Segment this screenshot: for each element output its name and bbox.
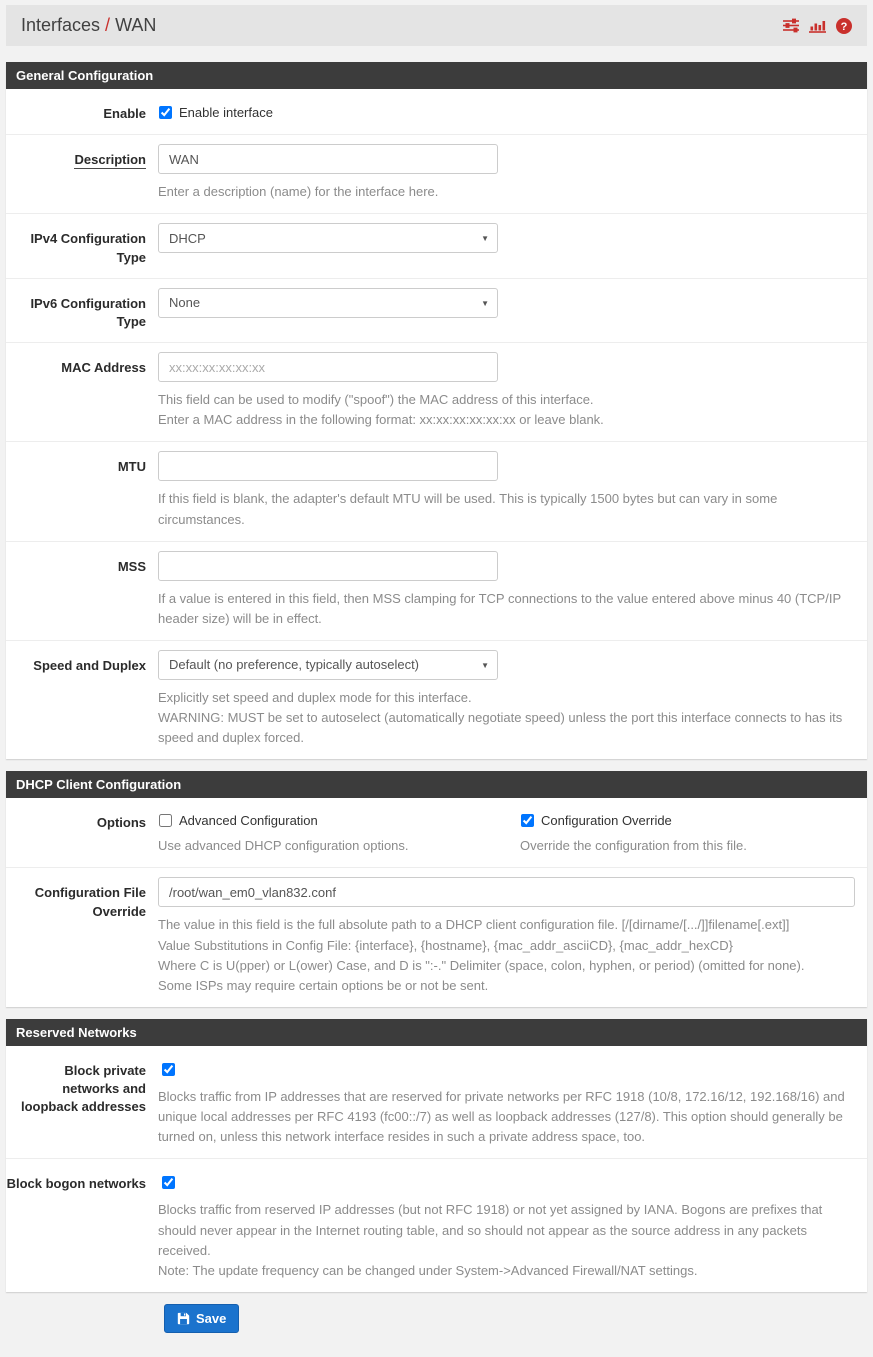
panel-general-configuration (6, 62, 867, 759)
breadcrumb-bar (6, 5, 867, 46)
advanced-configuration-label: Advanced Configuration (179, 813, 318, 829)
form-row-block-bogon (6, 1159, 867, 1292)
save-button-label: Save (196, 1311, 227, 1327)
help-line: Explicitly set speed and duplex mode for this interface. (158, 689, 472, 705)
form-actions (152, 1304, 867, 1333)
field-label-mtu: MTU (117, 459, 146, 475)
help-line: Enter a MAC address in the following format: xx:xx:xx:xx:xx:xx or leave blank. (158, 412, 604, 428)
mac-address-help (158, 390, 855, 430)
advanced-configuration-help: Use advanced DHCP configuration options. (158, 838, 409, 854)
description-input[interactable] (158, 144, 498, 174)
help-line: This field can be used to modify ("spoof") the MAC address of this interface. (158, 392, 594, 408)
field-label-mss: MSS (117, 558, 146, 574)
form-row-configuration-file-override (6, 868, 867, 1007)
breadcrumb-separator: / (105, 15, 111, 35)
help-line: The value in this field is the full absolute path to a DHCP client configuration file. [/[dirname/[.../]]filename[.ext]] (158, 917, 790, 933)
field-label-ipv4-type: IPv4 Configuration Type (30, 231, 146, 265)
enable-interface-option[interactable] (158, 98, 273, 120)
block-private-networks-help: Blocks traffic from IP addresses that are reserved for private networks per RFC 1918 (10/8, 172.16/12, 192.168/16) and unique local addresses per RFC 4193 (fc00::/7) as well as loopback addresses (127/8). This option should generally be turned on, unless this network interface resides in such a private address space, too. (158, 1089, 845, 1145)
help-icon[interactable] (836, 18, 852, 34)
form-row-ipv4-type (6, 214, 867, 278)
header-icons (783, 18, 852, 34)
form-row-dhcp-options (6, 798, 867, 868)
mss-help: If a value is entered in this field, then MSS clamping for TCP connections to the value entered above minus 40 (TCP/IP header size) will be in effect. (158, 590, 841, 626)
field-label-options: Options (96, 815, 146, 831)
field-label-speed-duplex: Speed and Duplex (33, 657, 146, 673)
configuration-override-label: Configuration Override (541, 813, 672, 829)
form-row-ipv6-type (6, 279, 867, 343)
ipv6-configuration-type-select[interactable] (158, 288, 498, 318)
help-line: Note: The update frequency can be changed under System->Advanced Firewall/NAT settings. (158, 1262, 698, 1278)
enable-interface-checkbox[interactable] (159, 106, 172, 119)
configuration-file-override-input[interactable] (158, 877, 855, 907)
field-label-configuration-file-override: Configuration File Override (34, 885, 146, 919)
section-title-dhcp: DHCP Client Configuration (6, 771, 867, 798)
speed-duplex-help (158, 688, 855, 748)
panel-reserved-networks (6, 1019, 867, 1292)
advanced-configuration-checkbox[interactable] (159, 814, 172, 827)
help-line: Value Substitutions in Config File: {interface}, {hostname}, {mac_addr_asciiCD}, {mac_addr_hexCD} (158, 937, 733, 953)
section-title-reserved: Reserved Networks (6, 1019, 867, 1046)
mac-address-input[interactable] (158, 352, 498, 382)
save-button[interactable] (164, 1304, 239, 1333)
breadcrumb (21, 15, 156, 36)
advanced-configuration-option[interactable] (158, 807, 318, 828)
form-row-enable (6, 89, 867, 135)
mtu-help: If this field is blank, the adapter's default MTU will be used. This is typically 1500 bytes but can vary in some circumstances. (158, 491, 778, 527)
help-line: Some ISPs may require certain options be or not be sent. (158, 977, 489, 993)
enable-interface-checkbox-label: Enable interface (179, 105, 273, 120)
mss-input[interactable] (158, 551, 498, 581)
ipv4-configuration-type-select[interactable] (158, 223, 498, 253)
form-row-speed-duplex (6, 641, 867, 759)
configuration-override-option[interactable] (520, 807, 672, 828)
form-row-mss (6, 542, 867, 641)
field-label-ipv6-type: IPv6 Configuration Type (30, 295, 146, 329)
form-row-description (6, 135, 867, 214)
description-help: Enter a description (name) for the interface here. (158, 184, 439, 200)
block-bogon-networks-help (158, 1200, 855, 1281)
panel-dhcp-client-configuration (6, 771, 867, 1007)
configuration-override-help: Override the configuration from this file. (520, 838, 747, 854)
configuration-file-override-help (158, 915, 855, 996)
field-label-block-private: Block private networks and loopback addresses (21, 1063, 146, 1115)
configuration-override-checkbox[interactable] (521, 814, 534, 827)
svg-text:?: ? (840, 20, 848, 33)
chevron-down-icon: ▼ (481, 660, 489, 670)
chevron-down-icon: ▼ (481, 298, 489, 308)
breadcrumb-section: Interfaces (21, 15, 101, 35)
field-label-block-bogon: Block bogon networks (6, 1176, 146, 1192)
sliders-icon[interactable] (783, 18, 799, 33)
help-line: Blocks traffic from reserved IP addresses (but not RFC 1918) or not yet assigned by IANA. Bogons are prefixes that should never appear in the Internet routing table, and so should not appear as the source address in any packets received. (158, 1202, 823, 1258)
form-row-mtu (6, 442, 867, 541)
field-label-enable: Enable (103, 106, 146, 121)
help-line: WARNING: MUST be set to autoselect (automatically negotiate speed) unless the port this interface connects to has its speed and duplex forced. (158, 710, 843, 746)
block-private-networks-checkbox[interactable] (162, 1063, 175, 1076)
block-bogon-networks-checkbox[interactable] (162, 1176, 175, 1189)
field-label-mac-address: MAC Address (61, 360, 146, 376)
help-line: Where C is U(pper) or L(ower) Case, and D is ":-." Delimiter (space, colon, hyphen, or period) (omitted for none). (158, 957, 805, 973)
section-title-general: General Configuration (6, 62, 867, 89)
speed-duplex-select[interactable] (158, 650, 498, 680)
chevron-down-icon: ▼ (481, 234, 489, 244)
field-label-description: Description (74, 152, 146, 168)
mtu-input[interactable] (158, 451, 498, 481)
form-row-block-private (6, 1046, 867, 1159)
form-row-mac-address (6, 343, 867, 442)
bar-chart-icon[interactable] (809, 18, 826, 33)
breadcrumb-page: WAN (115, 15, 157, 35)
save-icon (177, 1312, 190, 1325)
